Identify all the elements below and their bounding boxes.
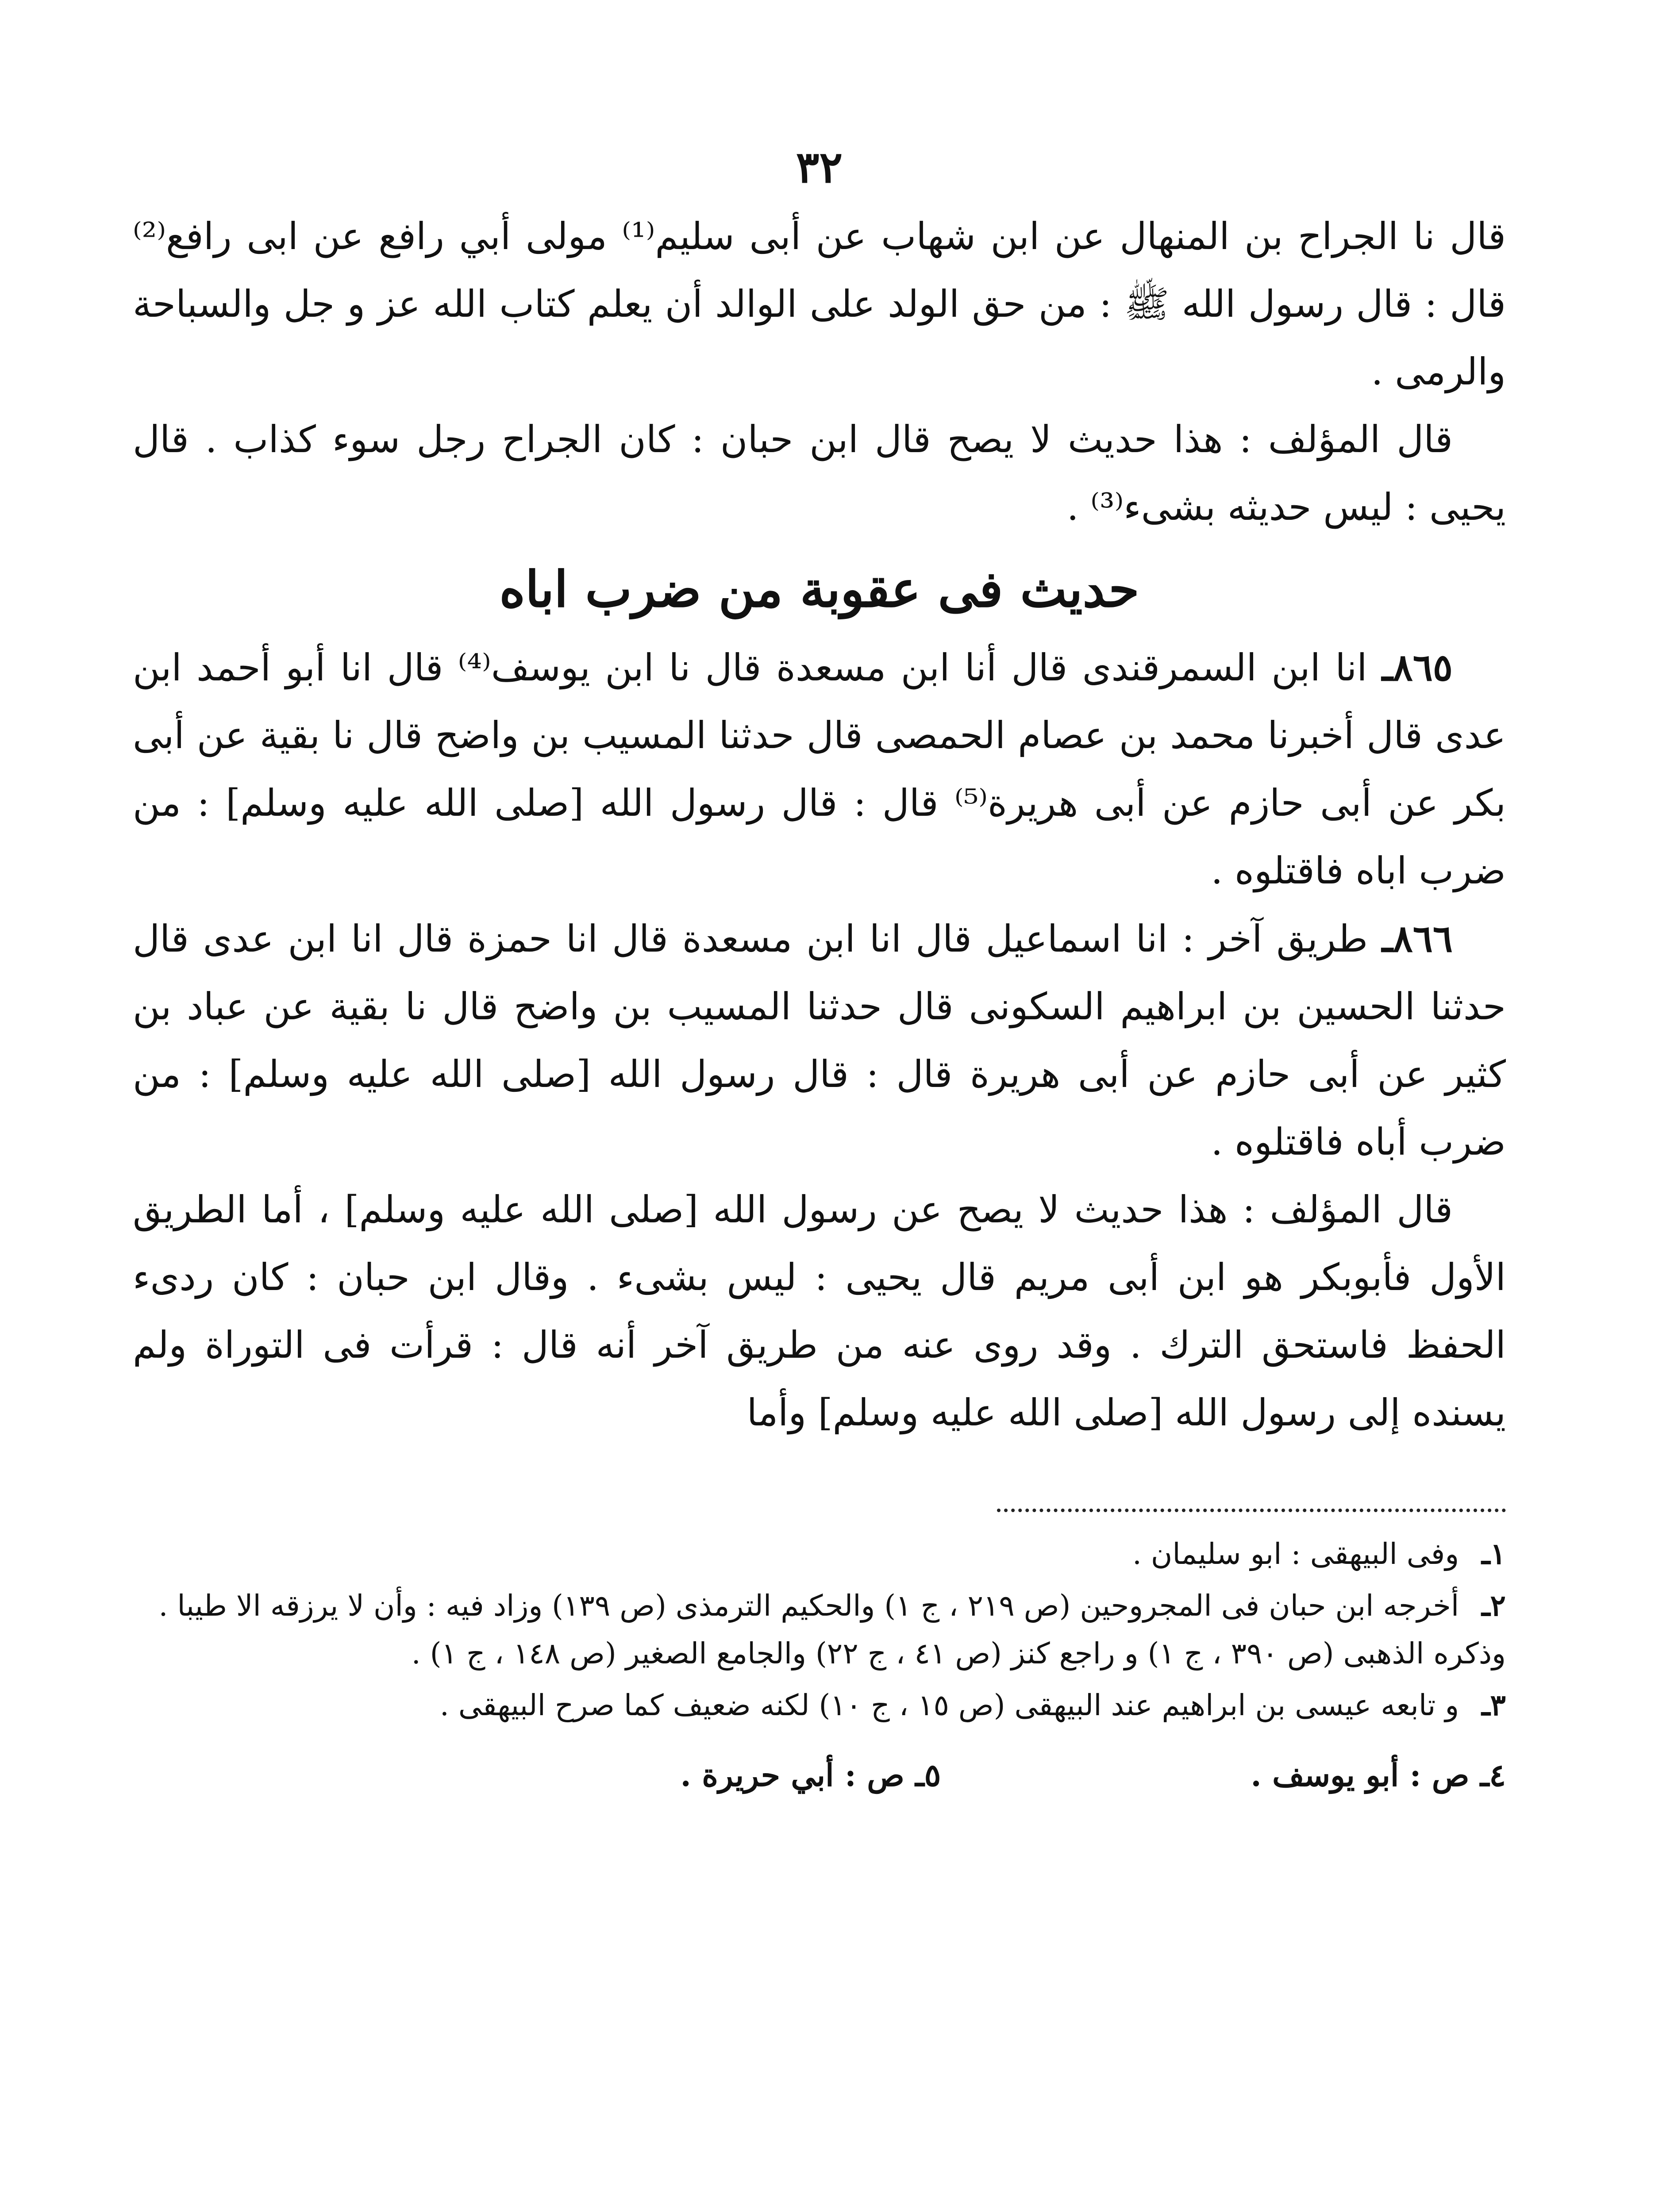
paragraph-author-comment-2: قال المؤلف : هذا حديث لا يصح عن رسول الله [صلى الله عليه وسلم] ، أما الطريق الأول فأبوبكر هو ابن أبى مريم قال يحيى : ليس بشىء . وقال ابن حبان : كان ردىء الحفظ فاستحق الترك . وقد روى عنه من طريق آخر أنه قال : قرأت فى التوراة ولم يسنده إلى رسول الله [صلى الله عليه وسلم] وأما bbox=[133, 1187, 1506, 1434]
footnote-5 bbox=[681, 1751, 941, 1799]
section-heading: حديث فى عقوبة من ضرب اباه bbox=[499, 560, 1139, 618]
footnotes bbox=[133, 1530, 1506, 1799]
footnote-number: ٤ـ bbox=[1480, 1756, 1506, 1793]
footnote-row bbox=[133, 1751, 1506, 1799]
paragraph-chain-1: قال نا الجراح بن المنهال عن ابن شهاب عن أبى سليم⁽¹⁾ مولى أبي رافع عن ابى رافع⁽²⁾ قال : قال رسول الله ﷺ : من حق الولد على الوالد أن يعلم كتاب الله عز و جل والسباحة والرمى . bbox=[133, 214, 1506, 393]
footnote-number: ٢ـ bbox=[1482, 1588, 1506, 1623]
hadith-text: انا ابن السمرقندى قال أنا ابن مسعدة قال نا ابن يوسف⁽⁴⁾ قال انا أبو أحمد ابن عدى قال أخبرنا محمد بن عصام الحمصى قال حدثنا المسيب بن واضح قال نا بقية عن أبى بكر عن أبى حازم عن أبى هريرة⁽⁵⁾ قال : قال رسول الله [صلى الله عليه وسلم] : من ضرب اباه فاقتلوه . bbox=[133, 645, 1506, 892]
footnote-text: ص : أبي حريرة . bbox=[680, 1756, 904, 1793]
paragraph-author-comment-1: قال المؤلف : هذا حديث لا يصح قال ابن حبان : كان الجراح رجل سوء كذاب . قال يحيى : ليس حديثه بشىء⁽³⁾ . bbox=[133, 417, 1506, 529]
book-page bbox=[133, 142, 1506, 2212]
page-number: ٣٢ bbox=[796, 142, 843, 193]
hadith-number: ٨٦٦ـ bbox=[1382, 916, 1453, 960]
footnote-number: ٥ـ bbox=[915, 1756, 941, 1793]
footnote-number: ٣ـ bbox=[1482, 1687, 1506, 1722]
footnote-text: أخرجه ابن حبان فى المجروحين (ص ٢١٩ ، ج ١) والحكيم الترمذى (ص ١٣٩) وزاد فيه : وأن لا يرزقه الا طيبا . وذكره الذهبى (ص ٣٩٠ ، ج ١) و راجع كنز (ص ٤١ ، ج ٢٢) والجامع الصغير (ص ١٤٨ ، ج ١) . bbox=[158, 1588, 1506, 1671]
footnote-text: و تابعه عيسى بن ابراهيم عند البيهقى (ص ١٥ ، ج ١٠) لكنه ضعيف كما صرح البيهقى . bbox=[439, 1688, 1459, 1722]
footnote-number: ١ـ bbox=[1482, 1536, 1506, 1571]
footnote-4 bbox=[1251, 1751, 1506, 1799]
footnote-3 bbox=[133, 1681, 1506, 1729]
footnote-text: وفى البيهقى : ابو سليمان . bbox=[1132, 1536, 1459, 1571]
hadith-number: ٨٦٥ـ bbox=[1382, 645, 1453, 689]
footnote-1 bbox=[133, 1530, 1506, 1578]
footnote-divider bbox=[997, 1509, 1506, 1512]
hadith-text: طريق آخر : انا اسماعيل قال انا ابن مسعدة قال انا حمزة قال انا ابن عدى قال حدثنا الحسين بن ابراهيم السكونى قال حدثنا المسيب بن واضح قال نا بقية عن عباد بن كثير عن أبى حازم عن أبى هريرة قال : قال رسول الله [صلى الله عليه وسلم] : من ضرب أباه فاقتلوه . bbox=[133, 917, 1506, 1164]
footnote-text: ص : أبو يوسف . bbox=[1251, 1756, 1470, 1793]
hadith-866 bbox=[133, 905, 1506, 1176]
footnote-2 bbox=[133, 1582, 1506, 1678]
hadith-865 bbox=[133, 634, 1506, 905]
